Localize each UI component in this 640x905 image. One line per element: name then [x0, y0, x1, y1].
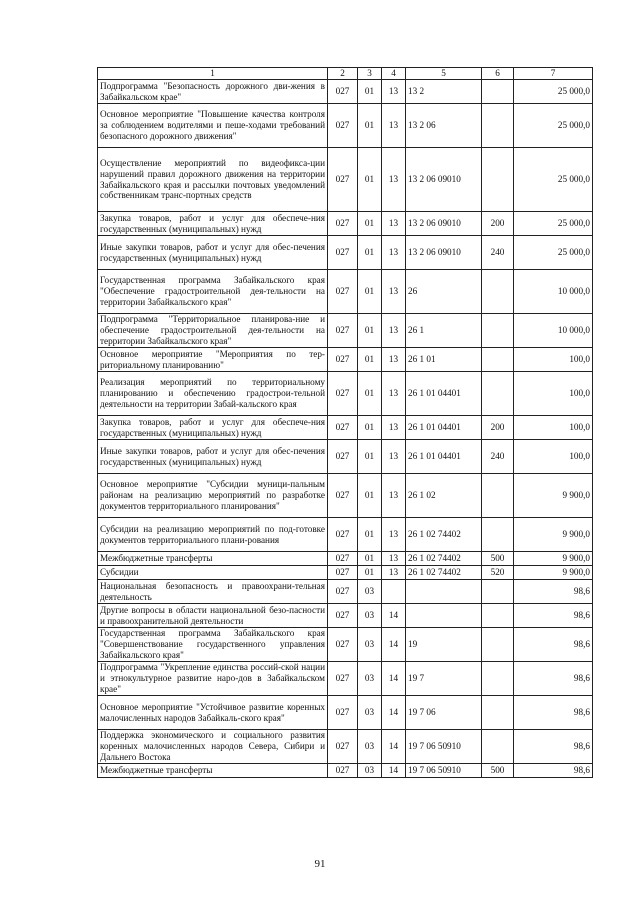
- table-row: [98, 604, 593, 628]
- cell-subsection: 13: [382, 212, 406, 236]
- cell-target-article: 26 1 01 04401: [406, 440, 482, 474]
- cell-name: Основное мероприятие "Повышение качества контроля за соблюдением водителями и пеше-ходами требований безопасного дорожного движения": [98, 104, 328, 148]
- cell-target-article: 13 2 06 09010: [406, 236, 482, 270]
- cell-name: Основное мероприятие "Мероприятия по тер-риториальному планированию": [98, 348, 328, 372]
- cell-expense-type: 500: [482, 764, 514, 778]
- cell-admin-code: 027: [328, 270, 358, 314]
- header-cell: 5: [406, 68, 482, 80]
- cell-amount: 25 000,0: [514, 148, 593, 212]
- cell-target-article: 19 7 06 50910: [406, 730, 482, 764]
- cell-admin-code: 027: [328, 80, 358, 104]
- cell-target-article: [406, 580, 482, 604]
- cell-subsection: 13: [382, 148, 406, 212]
- cell-section: 01: [358, 148, 382, 212]
- cell-subsection: 13: [382, 348, 406, 372]
- cell-amount: 98,6: [514, 604, 593, 628]
- table-row: [98, 628, 593, 662]
- cell-subsection: 14: [382, 730, 406, 764]
- cell-amount: 25 000,0: [514, 80, 593, 104]
- budget-table: [97, 67, 593, 778]
- cell-section: 03: [358, 628, 382, 662]
- cell-amount: 10 000,0: [514, 314, 593, 348]
- cell-target-article: 26 1 02 74402: [406, 566, 482, 580]
- cell-subsection: 13: [382, 270, 406, 314]
- cell-amount: 9 900,0: [514, 474, 593, 518]
- cell-target-article: 13 2 06 09010: [406, 148, 482, 212]
- cell-section: 01: [358, 566, 382, 580]
- cell-amount: 100,0: [514, 348, 593, 372]
- header-cell: 2: [328, 68, 358, 80]
- cell-target-article: 19 7 06: [406, 696, 482, 730]
- cell-amount: 98,6: [514, 764, 593, 778]
- cell-expense-type: [482, 80, 514, 104]
- cell-expense-type: 520: [482, 566, 514, 580]
- cell-subsection: 13: [382, 416, 406, 440]
- cell-admin-code: 027: [328, 518, 358, 552]
- cell-name: Подпрограмма "Безопасность дорожного дви-жения в Забайкальском крае": [98, 80, 328, 104]
- cell-subsection: [382, 580, 406, 604]
- cell-expense-type: [482, 348, 514, 372]
- cell-admin-code: 027: [328, 348, 358, 372]
- cell-target-article: 26 1 01 04401: [406, 372, 482, 416]
- cell-subsection: 13: [382, 236, 406, 270]
- cell-admin-code: 027: [328, 566, 358, 580]
- cell-section: 03: [358, 730, 382, 764]
- cell-expense-type: 240: [482, 236, 514, 270]
- cell-amount: 25 000,0: [514, 104, 593, 148]
- cell-section: 01: [358, 474, 382, 518]
- cell-subsection: 14: [382, 764, 406, 778]
- header-cell: 7: [514, 68, 593, 80]
- cell-expense-type: [482, 518, 514, 552]
- cell-subsection: 13: [382, 474, 406, 518]
- cell-admin-code: 027: [328, 604, 358, 628]
- cell-expense-type: 200: [482, 212, 514, 236]
- table-row: [98, 580, 593, 604]
- cell-admin-code: 027: [328, 372, 358, 416]
- cell-name: Межбюджетные трансферты: [98, 764, 328, 778]
- header-cell: 3: [358, 68, 382, 80]
- table-row: [98, 314, 593, 348]
- cell-name: Подпрограмма "Укрепление единства россий-ской нации и этнокультурное развитие наро-дов в Забайкальском крае": [98, 662, 328, 696]
- cell-section: 03: [358, 604, 382, 628]
- table-body: [98, 80, 593, 778]
- cell-target-article: 13 2 06: [406, 104, 482, 148]
- cell-name: Подпрограмма "Территориальное планирова-ние и обеспечение градостроительной дея-тельности на территории Забайкальского края": [98, 314, 328, 348]
- cell-admin-code: 027: [328, 104, 358, 148]
- cell-name: Реализация мероприятий по территориальному планированию и обеспечению градострои-тельной деятельности на территории Забай-кальского края: [98, 372, 328, 416]
- cell-amount: 9 900,0: [514, 552, 593, 566]
- cell-section: 01: [358, 518, 382, 552]
- table-row: [98, 566, 593, 580]
- table-row: [98, 696, 593, 730]
- cell-expense-type: 240: [482, 440, 514, 474]
- cell-subsection: 14: [382, 604, 406, 628]
- cell-target-article: 13 2 06 09010: [406, 212, 482, 236]
- cell-target-article: 26: [406, 270, 482, 314]
- cell-target-article: 26 1 02 74402: [406, 552, 482, 566]
- cell-section: 01: [358, 372, 382, 416]
- cell-amount: 98,6: [514, 662, 593, 696]
- table-row: [98, 270, 593, 314]
- cell-amount: 100,0: [514, 372, 593, 416]
- cell-admin-code: 027: [328, 580, 358, 604]
- cell-admin-code: 027: [328, 552, 358, 566]
- cell-expense-type: [482, 604, 514, 628]
- cell-amount: 9 900,0: [514, 518, 593, 552]
- cell-expense-type: [482, 270, 514, 314]
- table-row: [98, 416, 593, 440]
- cell-expense-type: 500: [482, 552, 514, 566]
- cell-section: 01: [358, 104, 382, 148]
- header-row: [98, 68, 593, 80]
- cell-expense-type: [482, 696, 514, 730]
- table-row: [98, 372, 593, 416]
- cell-expense-type: [482, 628, 514, 662]
- cell-admin-code: 027: [328, 440, 358, 474]
- cell-amount: 9 900,0: [514, 566, 593, 580]
- cell-expense-type: [482, 474, 514, 518]
- table-row: [98, 80, 593, 104]
- cell-name: Субсидии: [98, 566, 328, 580]
- cell-admin-code: 027: [328, 696, 358, 730]
- table-row: [98, 552, 593, 566]
- cell-section: 01: [358, 212, 382, 236]
- cell-expense-type: [482, 148, 514, 212]
- table-row: [98, 730, 593, 764]
- header-cell: 4: [382, 68, 406, 80]
- cell-subsection: 13: [382, 552, 406, 566]
- cell-expense-type: [482, 104, 514, 148]
- table-row: [98, 440, 593, 474]
- cell-section: 01: [358, 236, 382, 270]
- cell-amount: 25 000,0: [514, 212, 593, 236]
- cell-target-article: 19: [406, 628, 482, 662]
- cell-name: Национальная безопасность и правоохрани-тельная деятельность: [98, 580, 328, 604]
- cell-admin-code: 027: [328, 628, 358, 662]
- cell-section: 01: [358, 552, 382, 566]
- cell-section: 01: [358, 270, 382, 314]
- cell-admin-code: 027: [328, 236, 358, 270]
- cell-subsection: 13: [382, 440, 406, 474]
- cell-amount: 25 000,0: [514, 236, 593, 270]
- cell-section: 01: [358, 348, 382, 372]
- page-number: 91: [314, 858, 326, 870]
- cell-admin-code: 027: [328, 416, 358, 440]
- cell-name: Закупка товаров, работ и услуг для обеспече-ния государственных (муниципальных) нужд: [98, 416, 328, 440]
- cell-name: Основное мероприятие "Устойчивое развитие коренных малочисленных народов Забайкаль-ского края": [98, 696, 328, 730]
- cell-expense-type: 200: [482, 416, 514, 440]
- cell-name: Государственная программа Забайкальского края "Совершенствование государственного управления Забайкальского края": [98, 628, 328, 662]
- cell-section: 03: [358, 764, 382, 778]
- cell-admin-code: 027: [328, 764, 358, 778]
- cell-amount: 98,6: [514, 580, 593, 604]
- cell-amount: 98,6: [514, 730, 593, 764]
- cell-name: Основное мероприятие "Субсидии муници-пальным районам на реализацию мероприятий по разработке документов территориального планирования": [98, 474, 328, 518]
- cell-subsection: 13: [382, 518, 406, 552]
- cell-subsection: 13: [382, 566, 406, 580]
- cell-name: Поддержка экономического и социального развития коренных малочисленных народов Севера, Сибири и Дальнего Востока: [98, 730, 328, 764]
- cell-target-article: 19 7: [406, 662, 482, 696]
- cell-amount: 10 000,0: [514, 270, 593, 314]
- cell-section: 03: [358, 696, 382, 730]
- cell-section: 03: [358, 580, 382, 604]
- cell-subsection: 13: [382, 314, 406, 348]
- cell-expense-type: [482, 314, 514, 348]
- table-row: [98, 148, 593, 212]
- table-row: [98, 236, 593, 270]
- cell-name: Иные закупки товаров, работ и услуг для обес-печения государственных (муниципальных) нужд: [98, 236, 328, 270]
- cell-amount: 98,6: [514, 696, 593, 730]
- cell-target-article: 19 7 06 50910: [406, 764, 482, 778]
- cell-amount: 100,0: [514, 416, 593, 440]
- cell-subsection: 14: [382, 696, 406, 730]
- cell-subsection: 13: [382, 104, 406, 148]
- table-row: [98, 764, 593, 778]
- cell-admin-code: 027: [328, 662, 358, 696]
- cell-amount: 100,0: [514, 440, 593, 474]
- table-row: [98, 518, 593, 552]
- cell-target-article: 26 1 01: [406, 348, 482, 372]
- table-row: [98, 474, 593, 518]
- cell-admin-code: 027: [328, 474, 358, 518]
- cell-subsection: 13: [382, 80, 406, 104]
- table-row: [98, 348, 593, 372]
- cell-target-article: 13 2: [406, 80, 482, 104]
- cell-name: Субсидии на реализацию мероприятий по под-готовке документов территориального плани-рования: [98, 518, 328, 552]
- cell-target-article: 26 1: [406, 314, 482, 348]
- cell-target-article: 26 1 02 74402: [406, 518, 482, 552]
- cell-name: Государственная программа Забайкальского края "Обеспечение градостроительной дея-тельности на территории Забайкальского края": [98, 270, 328, 314]
- table-row: [98, 212, 593, 236]
- cell-section: 01: [358, 440, 382, 474]
- cell-section: 01: [358, 314, 382, 348]
- table-row: [98, 104, 593, 148]
- cell-section: 01: [358, 416, 382, 440]
- cell-target-article: 26 1 01 04401: [406, 416, 482, 440]
- cell-target-article: [406, 604, 482, 628]
- cell-target-article: 26 1 02: [406, 474, 482, 518]
- cell-name: Иные закупки товаров, работ и услуг для обес-печения государственных (муниципальных) нужд: [98, 440, 328, 474]
- header-cell: 1: [98, 68, 328, 80]
- cell-admin-code: 027: [328, 212, 358, 236]
- cell-expense-type: [482, 662, 514, 696]
- cell-name: Межбюджетные трансферты: [98, 552, 328, 566]
- table-row: [98, 662, 593, 696]
- cell-subsection: 13: [382, 372, 406, 416]
- cell-expense-type: [482, 372, 514, 416]
- header-cell: 6: [482, 68, 514, 80]
- cell-expense-type: [482, 580, 514, 604]
- cell-admin-code: 027: [328, 730, 358, 764]
- cell-expense-type: [482, 730, 514, 764]
- cell-amount: 98,6: [514, 628, 593, 662]
- cell-name: Закупка товаров, работ и услуг для обеспече-ния государственных (муниципальных) нужд: [98, 212, 328, 236]
- cell-subsection: 14: [382, 628, 406, 662]
- cell-section: 03: [358, 662, 382, 696]
- cell-admin-code: 027: [328, 148, 358, 212]
- cell-admin-code: 027: [328, 314, 358, 348]
- cell-name: Другие вопросы в области национальной безо-пасности и правоохранительной деятельности: [98, 604, 328, 628]
- cell-name: Осуществление мероприятий по видеофикса-ции нарушений правил дорожного движения на территории Забайкальского края и рассылки почтовых уведомлений собственникам транс-портных средств: [98, 148, 328, 212]
- cell-subsection: 14: [382, 662, 406, 696]
- cell-section: 01: [358, 80, 382, 104]
